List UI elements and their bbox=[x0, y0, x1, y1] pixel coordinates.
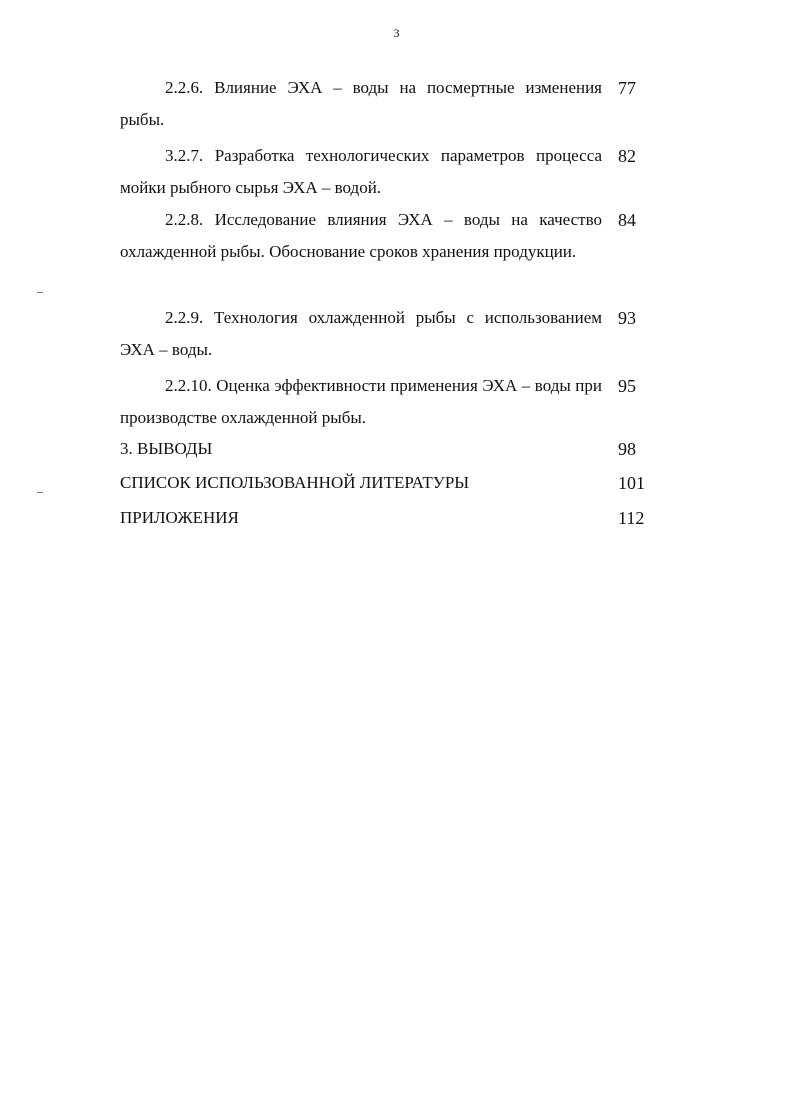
toc-entry-page: 101 bbox=[618, 473, 645, 493]
toc-entry-title: ПРИЛОЖЕНИЯ bbox=[120, 508, 239, 527]
margin-mark bbox=[37, 492, 43, 493]
toc-entry-title: 2.2.6. Влияние ЭХА – воды на посмертные изменения рыбы. bbox=[120, 78, 602, 129]
toc-entry-title: 3. ВЫВОДЫ bbox=[120, 439, 213, 458]
toc-entry bbox=[120, 204, 662, 268]
toc-entry bbox=[120, 433, 662, 465]
toc-entry-page: 112 bbox=[618, 508, 645, 528]
toc-entry-page: 98 bbox=[618, 439, 636, 459]
margin-mark bbox=[37, 292, 43, 293]
page-number: 3 bbox=[393, 26, 400, 40]
toc-entry-page: 82 bbox=[618, 146, 636, 166]
toc-entry-page: 95 bbox=[618, 376, 636, 396]
toc-entry bbox=[120, 72, 662, 136]
toc-entry bbox=[120, 140, 662, 204]
toc-entry-page: 93 bbox=[618, 308, 636, 328]
toc-entry-title: 2.2.9. Технология охлажденной рыбы с использованием ЭХА – воды. bbox=[120, 308, 602, 359]
toc-entry-title: 2.2.10. Оценка эффективности применения ЭХА – воды при производстве охлажденной рыбы. bbox=[120, 376, 602, 427]
toc-entry bbox=[120, 302, 662, 366]
toc-entry bbox=[120, 370, 662, 434]
toc-entry bbox=[120, 467, 662, 499]
toc-entry-page: 84 bbox=[618, 210, 636, 230]
toc-entry bbox=[120, 502, 662, 534]
toc-entry-title: СПИСОК ИСПОЛЬЗОВАННОЙ ЛИТЕРАТУРЫ bbox=[120, 473, 470, 492]
toc-entry-page: 77 bbox=[618, 78, 636, 98]
toc-entry-title: 2.2.8. Исследование влияния ЭХА – воды на качество охлажденной рыбы. Обоснование сроков хранения продукции. bbox=[120, 210, 602, 261]
toc-entry-title: 3.2.7. Разработка технологических параметров процесса мойки рыбного сырья ЭХА – водой. bbox=[120, 146, 602, 197]
